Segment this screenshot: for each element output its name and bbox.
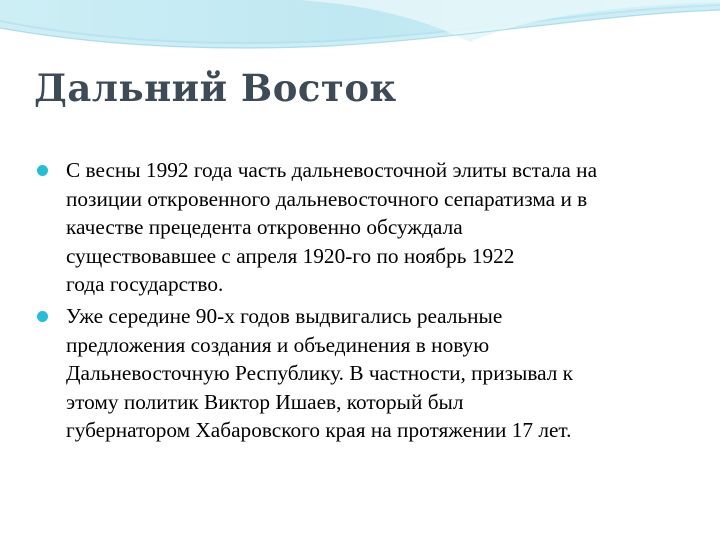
bullet-line: года государство. [66, 272, 224, 297]
bullet-line: предложения создания и объединения в новую [66, 332, 490, 357]
slide-title: Дальний Восток [34, 66, 397, 110]
bullet-dot-icon [37, 311, 48, 322]
bullet-dot-icon [37, 165, 48, 176]
bullet-line: С весны 1992 года часть дальневосточной элиты встала на [66, 158, 598, 182]
bullet-item-1 [30, 156, 680, 299]
bullet-line: Уже середине 90-х годов выдвигались реальные [66, 303, 503, 328]
bullet-line: губернатором Хабаровского края на протяжении 17 лет. [66, 418, 572, 443]
bullet-line: позиции откровенного дальневосточного сепаратизма и в [66, 186, 588, 211]
bullet-line: Дальневосточную Республику. В частности, призывал к [66, 361, 574, 386]
bullet-line: качестве прецедента откровенно обсуждала [66, 215, 463, 240]
bullet-item-2 [30, 302, 680, 445]
bullet-list [30, 156, 680, 448]
bullet-line: этому политик Виктор Ишаев, который был [66, 389, 464, 414]
bullet-line: существовавшее с апреля 1920-го по ноябрь 1922 [66, 243, 515, 268]
